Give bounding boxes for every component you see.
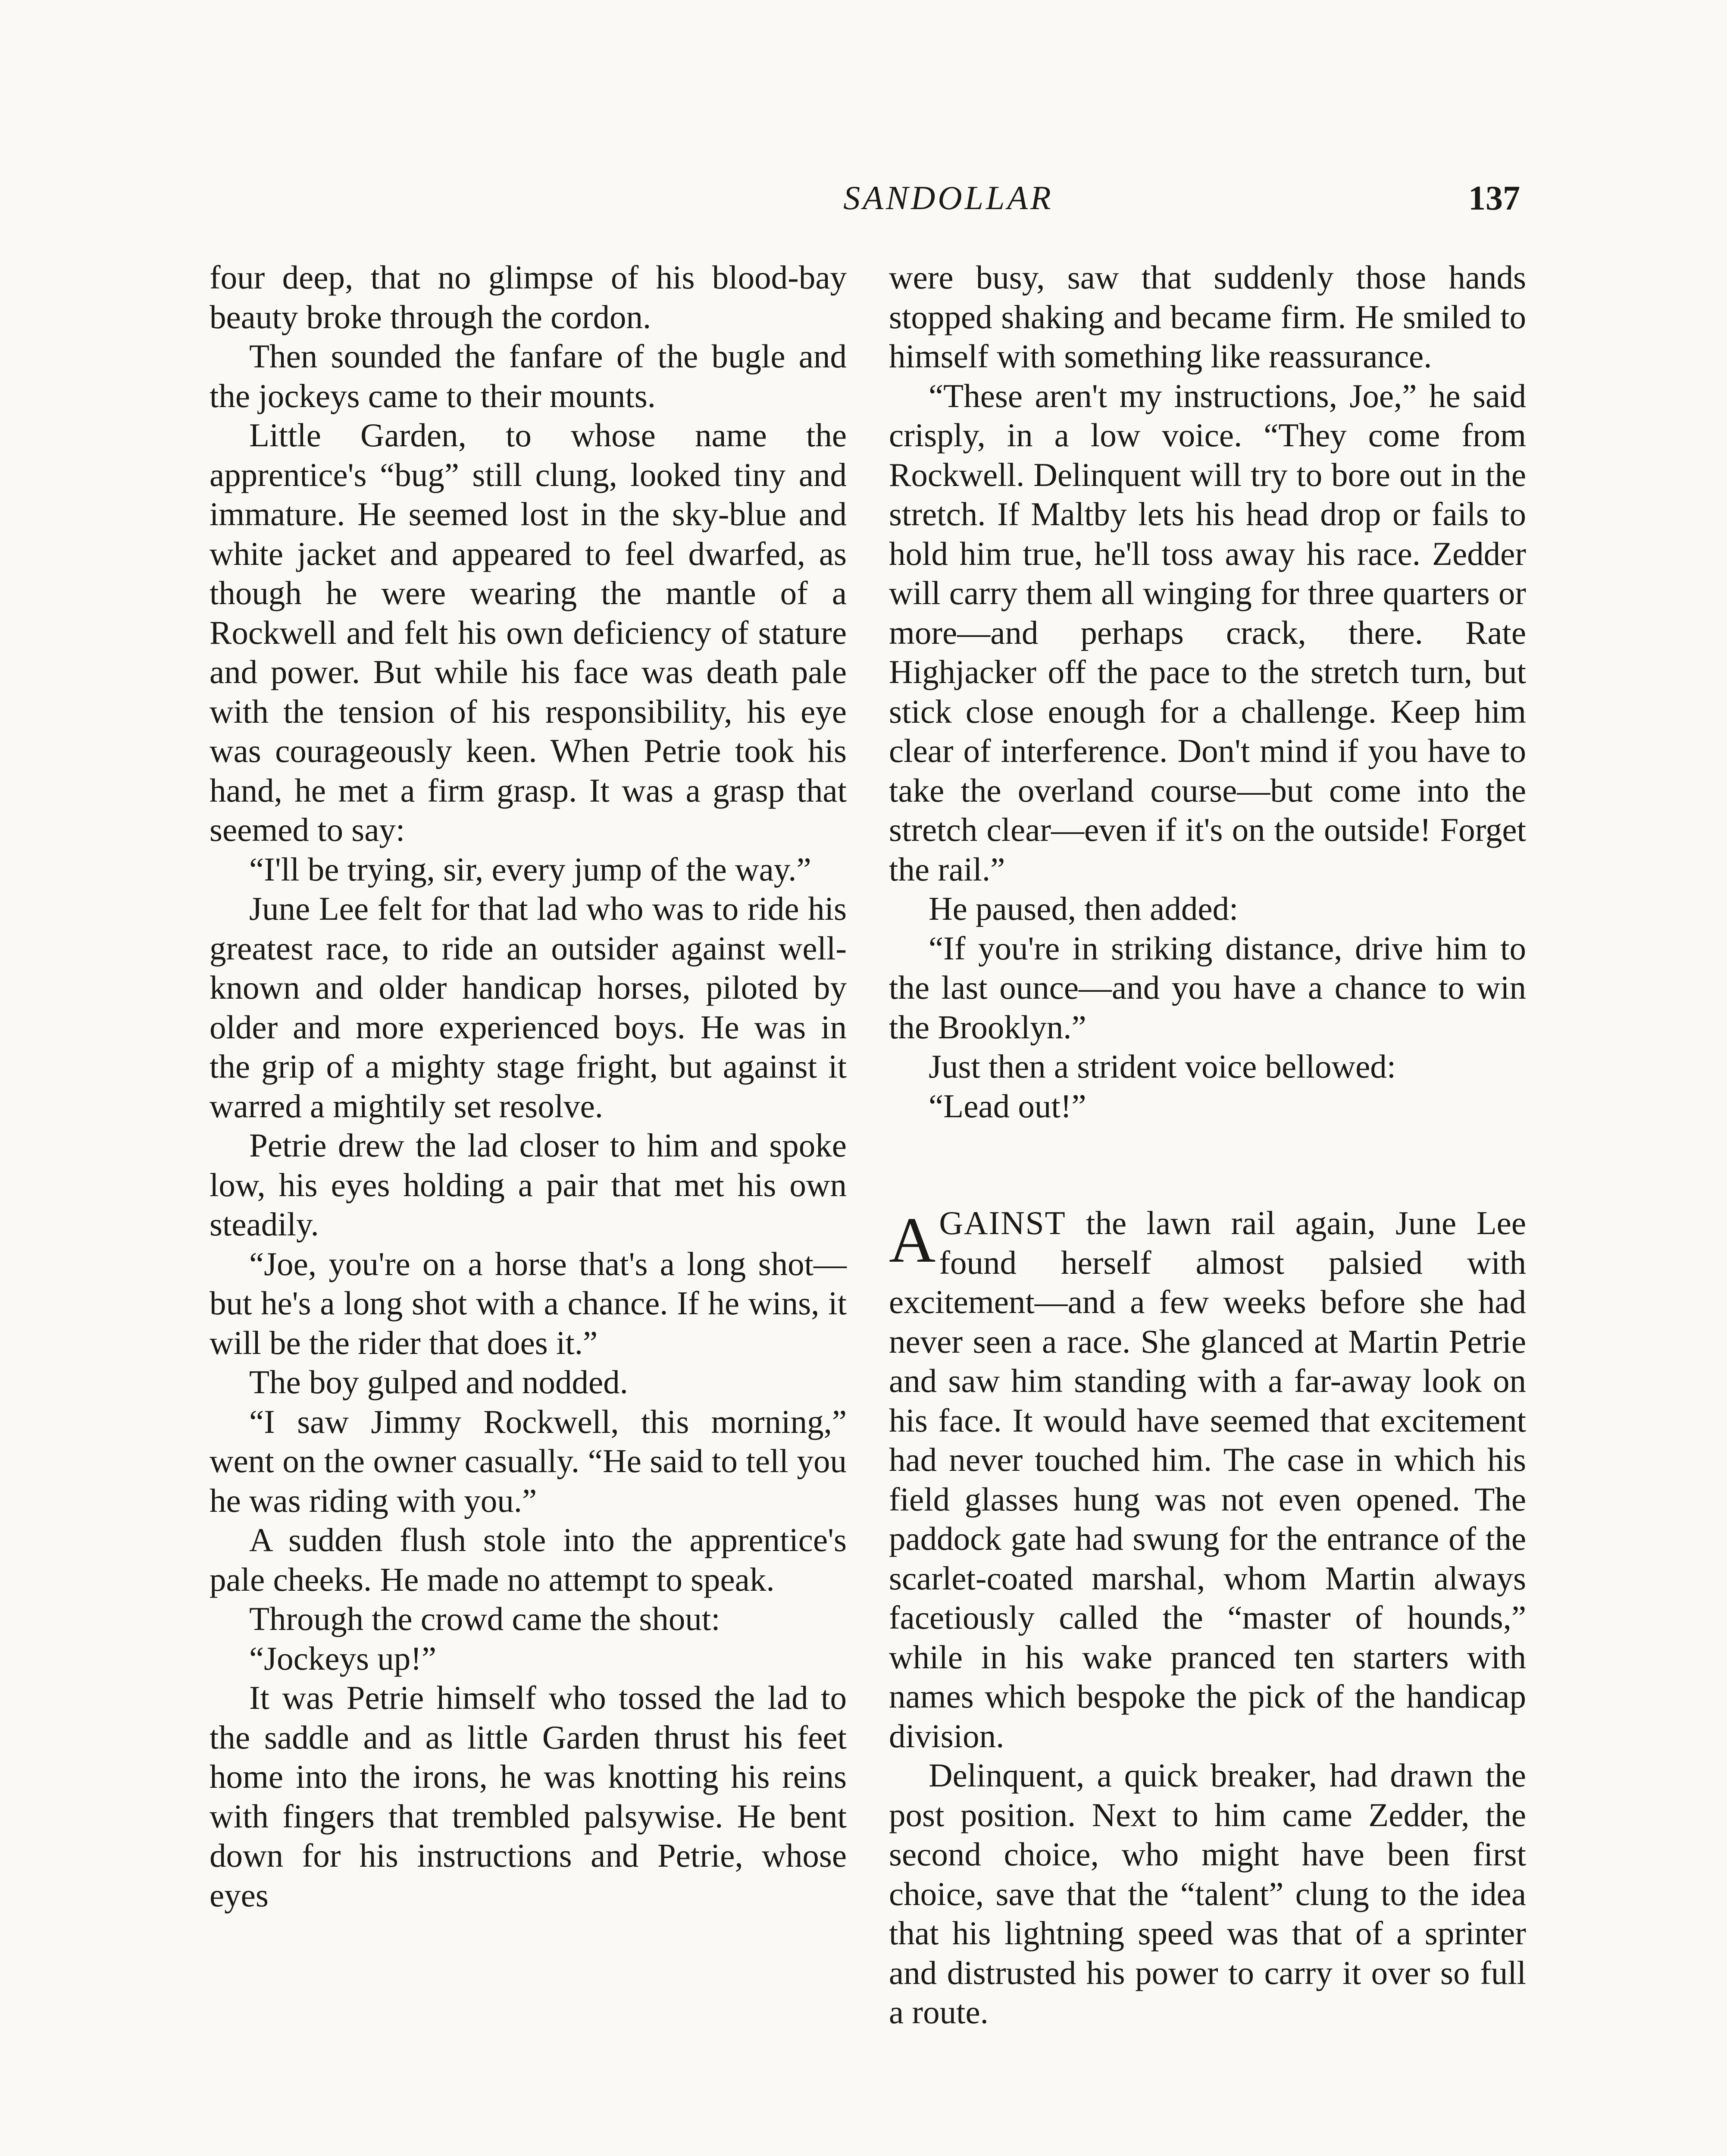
paragraph: It was Petrie himself who tossed the lad to the saddle and as little Garden thrust his feet home into the irons, he was knotting his reins with fingers that trembled palsywise. He bent down for his instructions and Petrie, whose eyes [210,1679,847,1914]
paragraph: Little Garden, to whose name the apprentice's “bug” still clung, looked tiny and immature. He seemed lost in the sky-blue and white jacket and appeared to feel dwarfed, as though he were wearing the mantle of a Rockwell and felt his own deficiency of stature and power. But while his face was death pale with the tension of his responsibility, his eye was courageously keen. When Petrie took his hand, he met a firm grasp. It was a grasp that seemed to say: [210,417,847,848]
paragraph: “I saw Jimmy Rockwell, this morning,” went on the owner casually. “He said to tell you he was riding with you.” [210,1403,847,1519]
paragraph: He paused, then added: [929,890,1239,927]
running-head: SANDOLLAR [843,179,1054,216]
paragraph: “Joe, you're on a horse that's a long shot—but he's a long shot with a chance. If he wins, it will be the rider that does it.” [210,1245,847,1361]
paragraph: “If you're in striking distance, drive him to the last ounce—and you have a chance to win the Brooklyn.” [889,929,1526,1046]
paragraph: A sudden flush stole into the apprentice's pale cheeks. He made no attempt to speak. [210,1521,847,1598]
paragraph: Through the crowd came the shout: [249,1600,720,1637]
small-caps-lead: GAINST [939,1204,1066,1241]
paragraph: The boy gulped and nodded. [249,1363,628,1401]
paragraph: four deep, that no glimpse of his blood-bay beauty broke through the cordon. [210,259,847,335]
right-column [889,258,1526,2032]
section-break [889,1126,1526,1203]
paragraph: June Lee felt for that lad who was to ride his greatest race, to ride an outsider against well-known and older handicap horses, piloted by older and more experienced boys. He was in the grip of a mighty stage fright, but against it warred a mightily set resolve. [210,890,847,1125]
paragraph: Then sounded the fanfare of the bugle and the jockeys came to their mounts. [210,338,847,414]
drop-cap: A [889,1204,936,1276]
paragraph-text: the lawn rail again, June Lee found herself almost palsied with excitement—and a few weeks before she had never seen a race. She glanced at Martin Petrie and saw him standing with a far-away look on his face. It would have seemed that excitement had never touched him. The case in which his field glasses hung was not even opened. The paddock gate had swung for the entrance of the scarlet-coated marshal, whom Martin always facetiously called the “master of hounds,” while in his wake pranced ten starters with names which bespoke the pick of the handicap division. [889,1204,1526,1755]
paragraph: “Jockeys up!” [249,1639,437,1677]
paragraph: “I'll be trying, sir, every jump of the way.” [249,850,811,888]
paragraph: were busy, saw that suddenly those hands stopped shaking and became firm. He smiled to himself with something like reassurance. [889,259,1526,375]
paragraph: “These aren't my instructions, Joe,” he said crisply, in a low voice. “They come from Rockwell. Delinquent will try to bore out in the stretch. If Maltby lets his head drop or fails to hold him true, he'll toss away his race. Zedder will carry them all winging for three quarters or more—and perhaps crack, there. Rate Highjacker off the pace to the stretch turn, but stick close enough for a challenge. Keep him clear of interference. Don't mind if you have to take the overland course—but come into the stretch clear—even if it's on the outside! Forget the rail.” [889,377,1526,888]
paragraph: Just then a strident voice bellowed: [929,1048,1396,1085]
paragraph: Petrie drew the lad closer to him and spoke low, his eyes holding a pair that met his own steadily. [210,1127,847,1243]
page-number: 137 [1468,179,1520,217]
paragraph: Delinquent, a quick breaker, had drawn the post position. Next to him came Zedder, the second choice, who might have been first choice, save that the “talent” clung to the idea that his lightning speed was that of a sprinter and distrusted his power to carry it over so full a route. [889,1757,1526,2031]
paragraph: “Lead out!” [929,1087,1086,1125]
left-column [210,258,847,1915]
section-opening-paragraph [889,1203,1526,1756]
